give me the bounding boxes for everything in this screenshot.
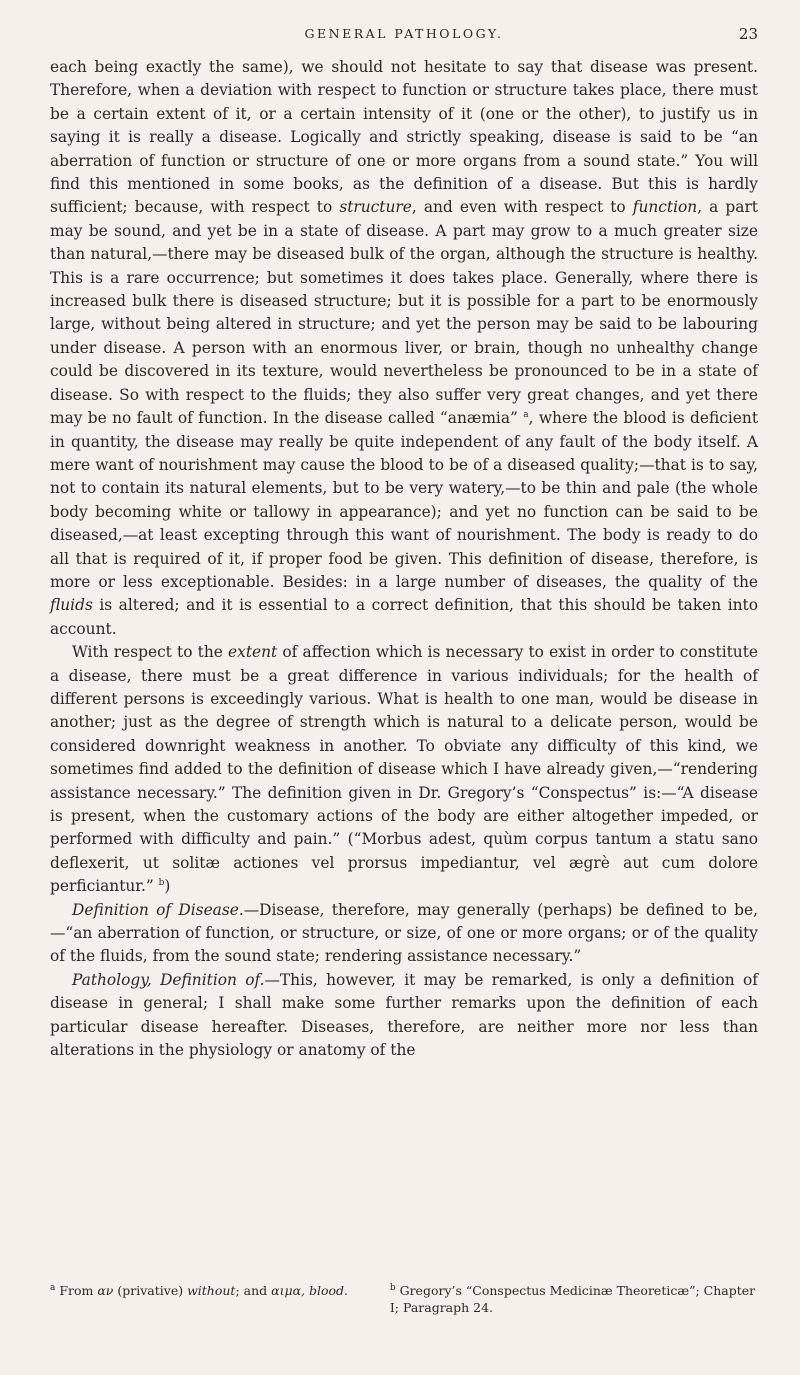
footnote-a: $^a$ From αν (privative) without; and αιμα, blood. xyxy=(50,1282,349,1298)
footnote-ref-b: b xyxy=(158,878,165,889)
footnote-ref-a: a xyxy=(523,409,529,420)
paragraph-pathology-definition: Pathology, Definition of.—This, however, it may be remarked, is only a definition of disease in general; I shall make some further remarks upon the definition of each particular disease hereafter. Diseases, therefore, are neither more nor less than alterations in the physiology or anatomy of the xyxy=(50,970,758,1060)
section-heading: Pathology, Definition of. xyxy=(72,970,265,989)
paragraph-2: With respect to the extent of affection which is necessary to exist in order to constitute a disease, there must be a great difference in various individuals; for the health of different persons is exceedingly various. What is health to one man, would be disease in another; just as the degree of strength which is natural to a delicate person, would be considered downright weakness in another. To obviate any difficulty of this kind, we sometimes find added to the definition of disease which I have already given,—“rendering assistance necessary.” The definition given in Dr. Gregory’s “Conspectus” is:—“A disease is present, when the customary actions of the body are either altogether impeded, or performed with difficulty and pain.” (“Morbus adest, quùm corpus tantum a statu sano deflexerit, ut solitæ actiones vel prorsus impediantur, vel ægrè aut cum dolore perficiantur.” $^b$) xyxy=(50,643,759,896)
section-heading: Definition of Disease. xyxy=(72,900,244,919)
page-number: 23 xyxy=(738,25,758,43)
body-text xyxy=(50,56,758,1062)
running-header xyxy=(50,20,758,48)
running-title: GENERAL PATHOLOGY. xyxy=(304,26,504,41)
footnote-b: $^b$ Gregory’s “Conspectus Medicinæ Theoreticæ”; Chapter I; Paragraph 24. xyxy=(389,1282,756,1315)
paragraph-1: each being exactly the same), we should not hesitate to say that disease was present. Therefore, when a deviation with respect to function or structure takes place, there must be a certain extent of it, or a certain intensity of it (one or the other), to justify us in saying it is really a disease. Logically and strictly speaking, disease is said to be “an aberration of function or structure of one or more organs from a sound state.” You will find this mentioned in some books, as the definition of a disease. But this is hardly sufficient; because, with respect to structure, and even with respect to function, a part may be sound, and yet be in a state of disease. A part may grow to a much greater size than natural,—there may be diseased bulk of the organ, although the structure is healthy. This is a rare occurrence; but sometimes it does takes place. Generally, where there is increased bulk there is diseased structure; but it is possible for a part to be enormously large, without being altered in structure; and yet the person may be said to be labouring under disease. A person with an enormous liver, or brain, though no unhealthy change could be discovered in its texture, would nevertheless be pronounced to be in a state of disease. So with respect to the fluids; they also suffer very great changes, and yet there may be no fault of function. In the disease called “anæmia” $^a$, where the blood is deficient in quantity, the disease may really be quite independent of any fault of the body itself. A mere want of nourishment may cause the blood to be of a diseased quality;—that is to say, not to contain its natural elements, but to be very watery,—to be thin and pale (the whole body becoming white or tallowy in appearance); and yet no function can be said to be diseased,—at least excepting through this want of nourishment. The body is ready to do all that is required of it, if proper food be given. This definition of disease, therefore, is more or less exceptionable. Besides: in a large number of diseases, the quality of the fluids is altered; and it is essential to a correct definition, that this should be taken into account. xyxy=(50,58,759,638)
footnotes xyxy=(50,1282,758,1316)
paragraph-definition-of-disease: Definition of Disease.—Disease, therefore, may generally (perhaps) be defined to be,—“an aberration of function, or structure, or size, of one or more organs; or of the quality of the fluids, from the sound state; rendering assistance necessary.” xyxy=(50,900,758,966)
